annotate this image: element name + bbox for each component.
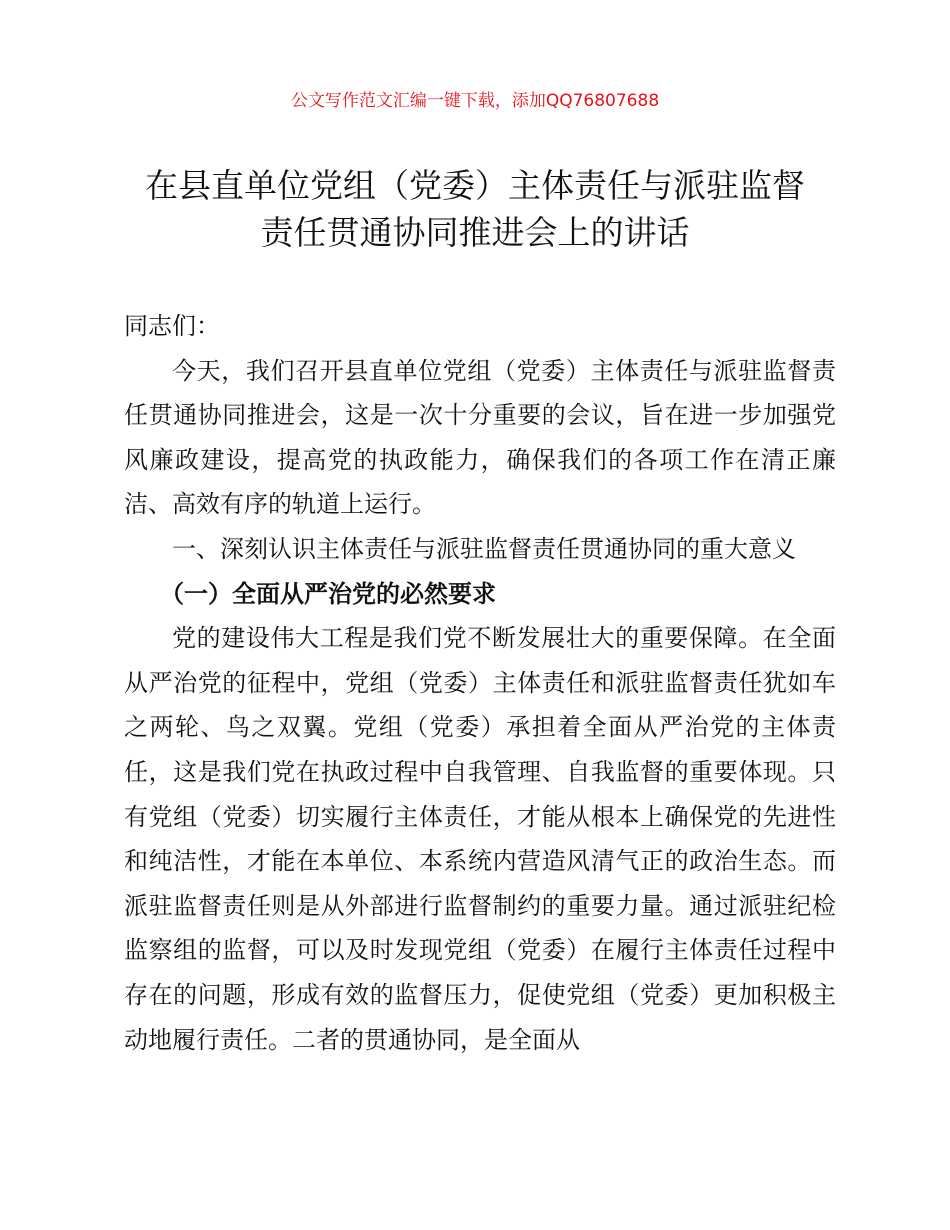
document-title (100, 162, 850, 256)
paragraph-body: 党的建设伟大工程是我们党不断发展壮大的重要保障。在全面从严治党的征程中，党组（党委）主体责任和派驻监督责任犹如车之两轮、鸟之双翼。党组（党委）承担着全面从严治党的主体责任，这是我们党在执政过程中自我管理、自我监督的重要体现。只有党组（党委）切实履行主体责任，才能从根本上确保党的先进性和纯洁性，才能在本单位、本系统内营造风清气正的政治生态。而派驻监督责任则是从外部进行监督制约的重要力量。通过派驻纪检监察组的监督，可以及时发现党组（党委）在履行主体责任过程中存在的问题，形成有效的监督压力，促使党组（党委）更加积极主动地履行责任。二者的贯通协同，是全面从 (124, 624, 836, 1054)
title-line-1: 在县直单位党组（党委）主体责任与派驻监督 (145, 166, 805, 205)
title-line-2: 责任贯通协同推进会上的讲话 (260, 213, 690, 252)
subsection-heading-1: （一）全面从严治党的必然要求 (160, 579, 496, 608)
promo-header-text: 公文写作范文汇编一键下载，添加QQ76807688 (290, 91, 660, 111)
section-heading-1: 一、深刻认识主体责任与派驻监督责任贯通协同的重大意义 (172, 534, 796, 563)
salutation: 同志们： (124, 312, 220, 340)
paragraph-intro: 今天，我们召开县直单位党组（党委）主体责任与派驻监督责任贯通协同推进会，这是一次十分重要的会议，旨在进一步加强党风廉政建设，提高党的执政能力，确保我们的各项工作在清正廉洁、高效有序的轨道上运行。 (124, 356, 836, 519)
document-body (124, 304, 836, 1062)
